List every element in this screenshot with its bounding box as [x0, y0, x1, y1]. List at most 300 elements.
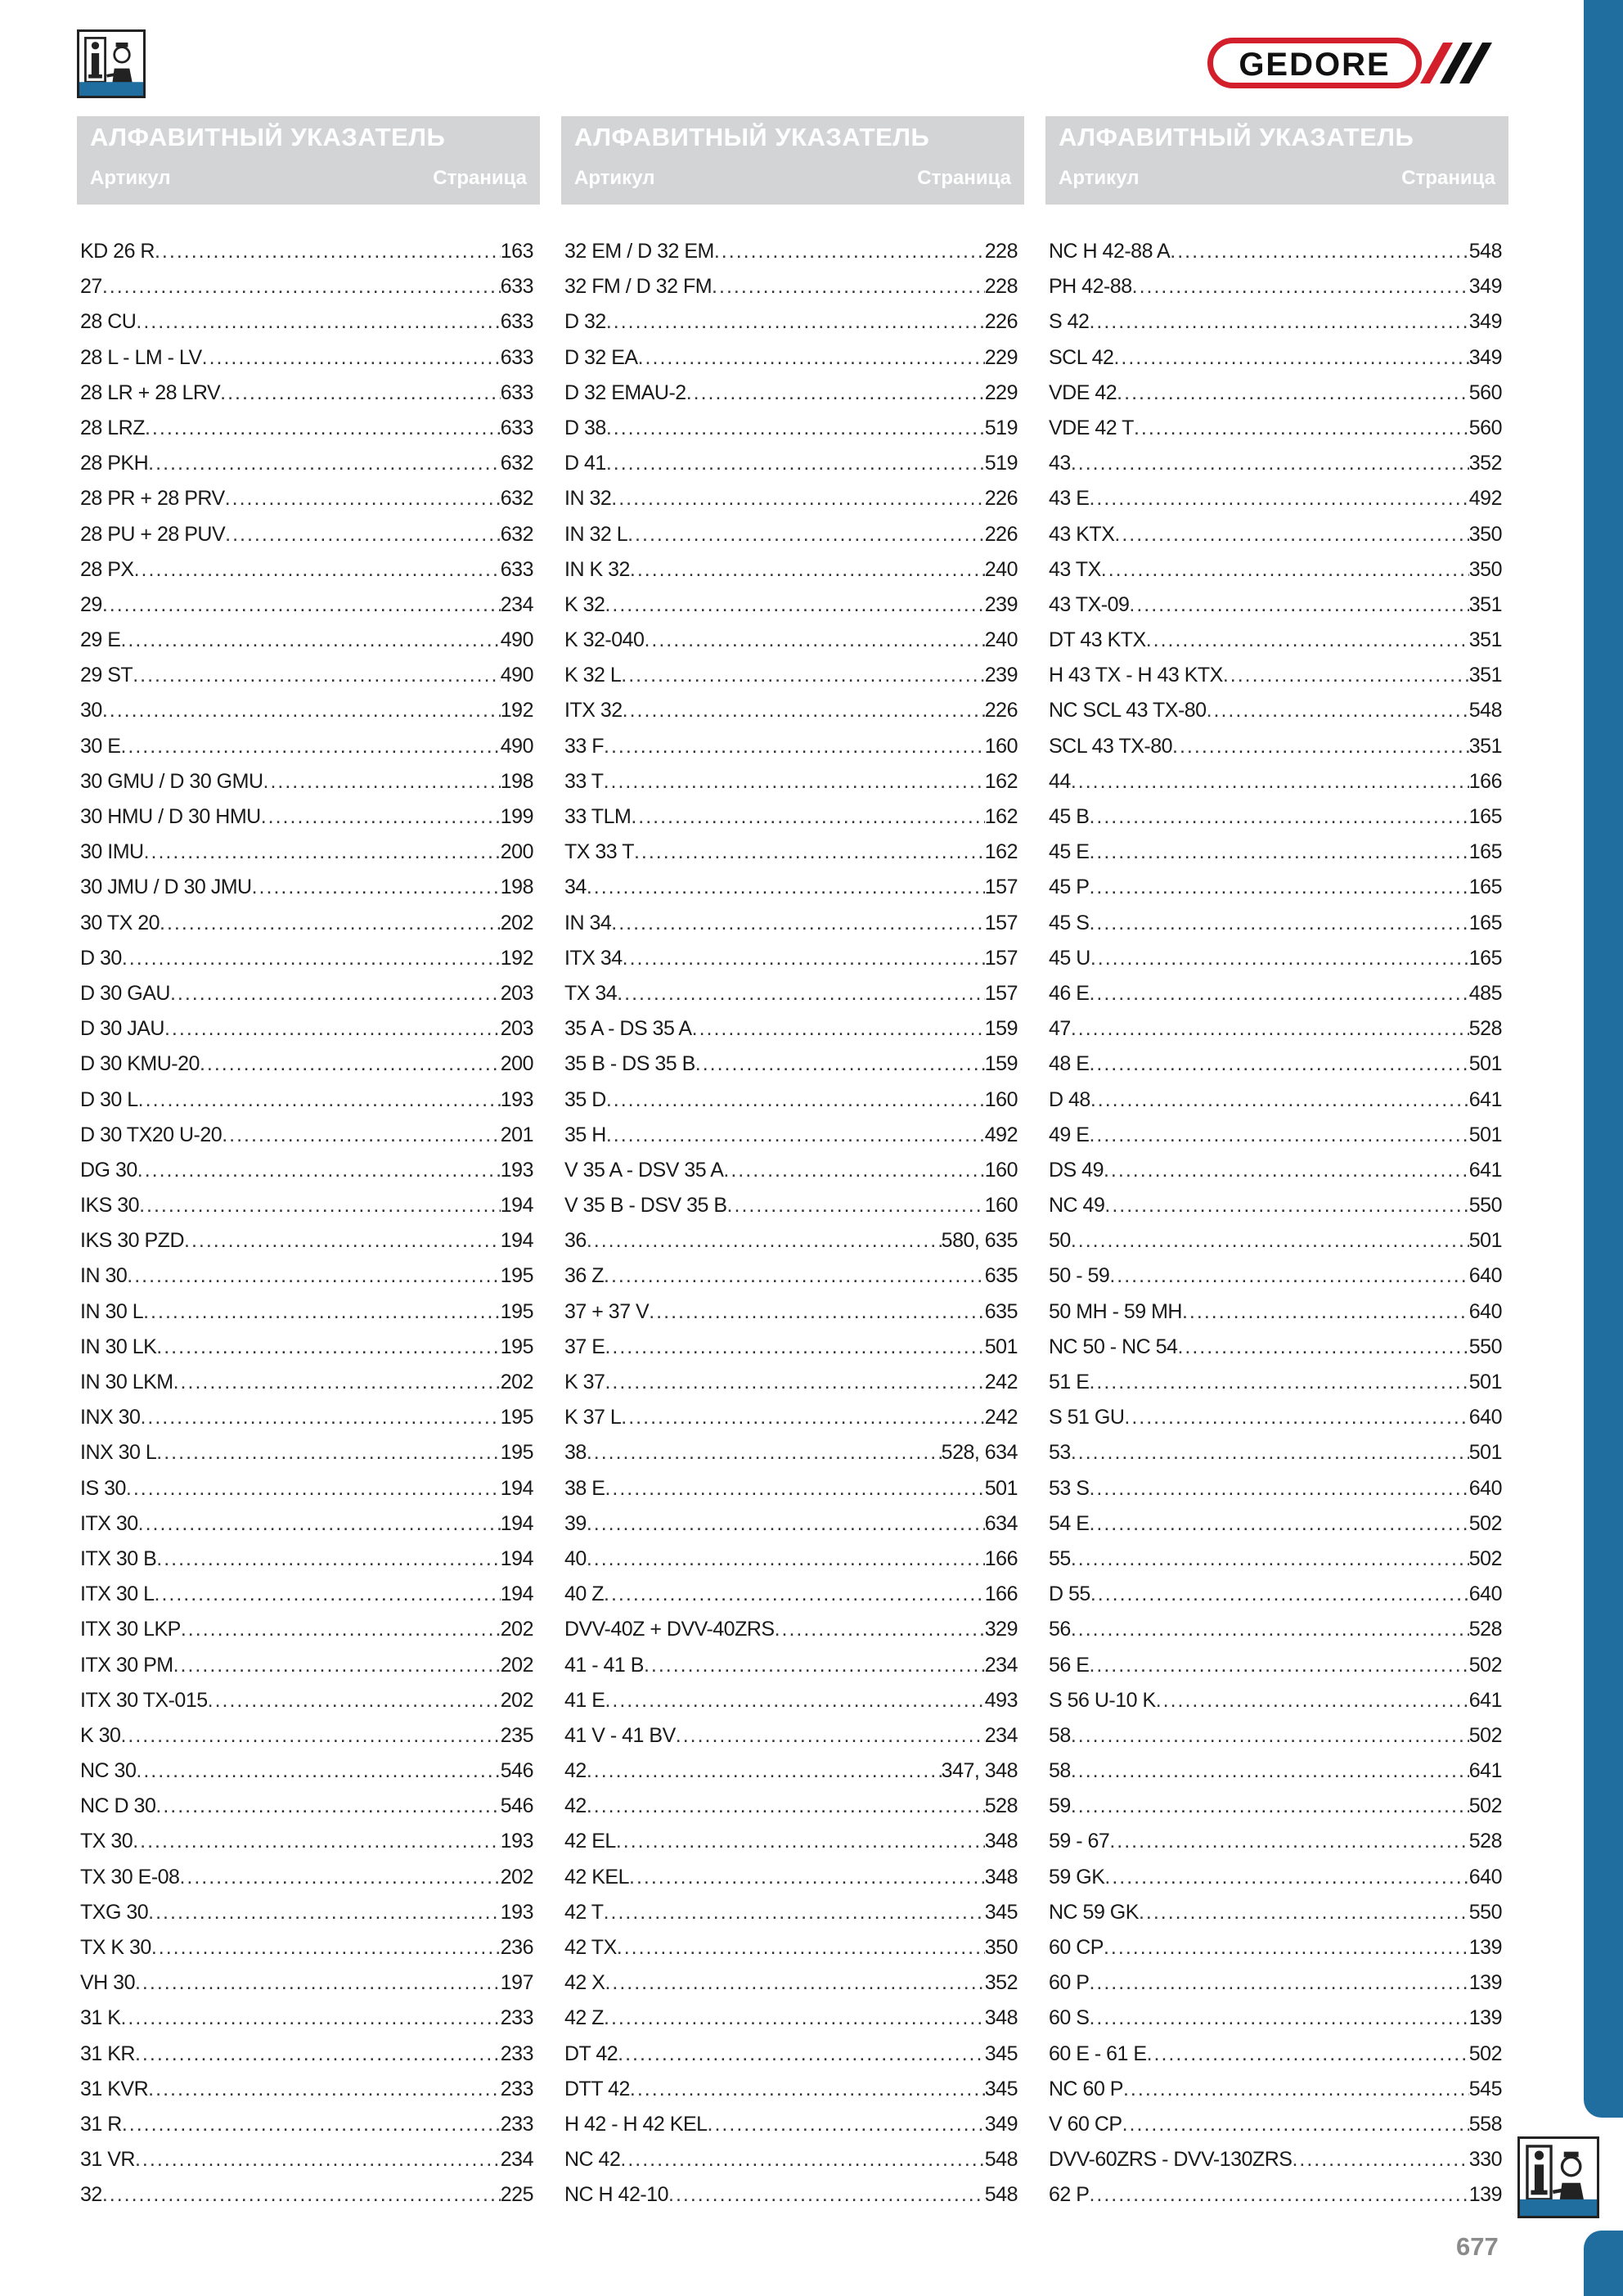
page-ref: 502 [1468, 2042, 1502, 2065]
dot-leader [668, 2177, 985, 2213]
article-code: S 42 [1049, 310, 1090, 334]
index-entry [1045, 1506, 1508, 1542]
index-entry [77, 658, 540, 693]
page-ref: 502 [1468, 1653, 1502, 1677]
article-code: ITX 30 TX-015 [80, 1688, 208, 1712]
dot-leader [604, 2001, 985, 2036]
article-code: IN 34 [564, 911, 612, 934]
page-ref: 633 [500, 380, 533, 404]
dot-leader [120, 729, 500, 764]
dot-leader [1071, 1223, 1469, 1258]
article-code: 31 K [80, 2006, 121, 2030]
article-code: 58 [1049, 1723, 1071, 1747]
article-code: 30 GMU / D 30 GMU [80, 769, 263, 793]
dot-leader [605, 1330, 984, 1365]
dot-leader [1089, 976, 1468, 1011]
index-entry [561, 1471, 1024, 1506]
dot-leader [148, 1895, 501, 1930]
dot-leader [604, 1577, 985, 1612]
side-bar [1584, 0, 1623, 2118]
article-code: 32 [80, 2183, 102, 2207]
article-code: 29 E [80, 628, 121, 652]
index-entry [1045, 2001, 1508, 2036]
index-entry [561, 269, 1024, 304]
page-ref: 352 [1468, 452, 1502, 475]
article-code: D 32 EMAU-2 [564, 380, 686, 404]
page-ref: 501 [984, 1476, 1018, 1500]
article-code: 31 KVR [80, 2077, 149, 2100]
article-code: IN 32 L [564, 522, 628, 546]
page-ref: 198 [500, 876, 533, 899]
index-entry [77, 340, 540, 376]
page-ref: 349 [1468, 345, 1502, 369]
index-entry [1045, 1895, 1508, 1930]
column-title: АЛФАВИТНЫЙ УКАЗАТЕЛЬ [574, 123, 930, 151]
index-entry [1045, 1188, 1508, 1223]
page-ref: 640 [1468, 1406, 1502, 1429]
index-entry [77, 1754, 540, 1789]
dot-leader [1101, 552, 1469, 588]
page-ref: 640 [1468, 1264, 1502, 1288]
article-code: 35 B - DS 35 B [564, 1052, 695, 1076]
page-ref: 548 [984, 2183, 1018, 2207]
dot-leader [644, 1648, 985, 1683]
index-entry [77, 1153, 540, 1188]
article-code: PH 42-88 [1049, 275, 1132, 299]
index-column-1 [77, 116, 540, 2213]
index-entry [77, 729, 540, 764]
article-code: 31 VR [80, 2148, 135, 2172]
article-code: 42 EL [564, 1830, 616, 1853]
column-header [561, 116, 1024, 205]
dot-leader [1071, 1612, 1469, 1647]
page-ref: 502 [1468, 1546, 1502, 1570]
dot-leader [611, 481, 985, 516]
dot-leader [775, 1612, 985, 1647]
article-code: 38 E [564, 1476, 605, 1500]
article-code: ITX 34 [564, 946, 623, 970]
article-code: 30 [80, 699, 102, 723]
page-ref: 165 [1468, 946, 1502, 970]
index-entry [1045, 976, 1508, 1011]
page-ref: 633 [500, 557, 533, 581]
page-ref: 200 [500, 1052, 533, 1076]
index-entry [77, 376, 540, 411]
dot-leader [127, 1258, 501, 1294]
article-code: TX 30 E-08 [80, 1865, 180, 1889]
page-ref: 139 [1468, 2006, 1502, 2030]
article-code: IN 32 [564, 487, 612, 511]
page-ref: 545 [1468, 2077, 1502, 2100]
dot-leader [184, 1223, 501, 1258]
dot-leader [1146, 623, 1469, 658]
index-entry [77, 1223, 540, 1258]
dot-leader [605, 588, 984, 623]
dot-leader [623, 693, 985, 728]
page-ref: 162 [984, 769, 1018, 793]
article-code: S 51 GU [1049, 1406, 1125, 1429]
index-entry [1045, 906, 1508, 941]
index-entry [561, 1506, 1024, 1542]
page-ref: 234 [984, 1653, 1018, 1677]
dot-leader [179, 1860, 500, 1895]
page-ref: 240 [984, 557, 1018, 581]
page-ref: 195 [500, 1406, 533, 1429]
index-entry [561, 1789, 1024, 1824]
index-entry [1045, 1011, 1508, 1047]
index-entry [1045, 799, 1508, 835]
page-ref: 501 [1468, 1123, 1502, 1146]
article-code: H 43 TX - H 43 KTX [1049, 664, 1223, 687]
article-code: 45 U [1049, 946, 1090, 970]
article-code: 56 [1049, 1618, 1071, 1641]
page-ref: 352 [984, 1971, 1018, 1995]
index-entry [1045, 2177, 1508, 2213]
dot-leader [644, 623, 984, 658]
dot-leader [1071, 764, 1469, 799]
dot-leader [1071, 446, 1469, 481]
index-entry [77, 1294, 540, 1330]
article-code: K 30 [80, 1723, 121, 1747]
dot-leader [604, 1895, 985, 1930]
dot-leader [222, 1118, 501, 1153]
article-code: 30 IMU [80, 840, 144, 864]
dot-leader [1089, 1365, 1468, 1400]
dot-leader [261, 799, 501, 835]
dot-leader [139, 1188, 501, 1223]
dot-leader [1071, 1754, 1469, 1789]
page-ref: 560 [1468, 380, 1502, 404]
page-ref: 162 [984, 840, 1018, 864]
page-ref: 159 [984, 1017, 1018, 1041]
article-code: 49 E [1049, 1123, 1090, 1146]
dot-leader [156, 1542, 501, 1577]
dot-leader [1089, 1047, 1468, 1082]
article-code: 60 E - 61 E [1049, 2042, 1147, 2065]
index-entry [1045, 1860, 1508, 1895]
dot-leader [143, 1294, 501, 1330]
page-ref: 519 [984, 416, 1018, 439]
dot-leader [263, 764, 501, 799]
index-entry [1045, 729, 1508, 764]
index-entry [1045, 588, 1508, 623]
index-entry [561, 2177, 1024, 2213]
index-entry [561, 1011, 1024, 1047]
page-ref: 193 [500, 1087, 533, 1111]
index-entry [77, 2177, 540, 2213]
index-entry [561, 2107, 1024, 2142]
dot-leader [155, 234, 501, 269]
page-ref: 560 [1468, 416, 1502, 439]
index-entry [561, 304, 1024, 340]
index-entry [1045, 1577, 1508, 1612]
dot-leader [200, 1047, 501, 1082]
article-code: 43 E [1049, 487, 1090, 511]
index-entry [561, 2072, 1024, 2107]
article-code: ITX 30 L [80, 1582, 155, 1606]
article-code: VH 30 [80, 1971, 135, 1995]
page-ref: 239 [984, 664, 1018, 687]
index-entry [561, 1083, 1024, 1118]
index-entry [77, 870, 540, 905]
page-ref: 633 [500, 310, 533, 334]
article-code: D 41 [564, 452, 606, 475]
page-ref: 550 [1468, 1335, 1502, 1358]
dot-leader [133, 1824, 501, 1859]
page-ref: 203 [500, 981, 533, 1005]
page-ref: 202 [500, 1371, 533, 1393]
column-title: АЛФАВИТНЫЙ УКАЗАТЕЛЬ [90, 123, 446, 151]
index-entry [1045, 658, 1508, 693]
dot-leader [135, 1965, 501, 2001]
index-entry [1045, 693, 1508, 728]
page-ref: 351 [1468, 628, 1502, 652]
dot-leader [604, 729, 985, 764]
page-ref: 229 [984, 380, 1018, 404]
page-ref: 640 [1468, 1865, 1502, 1889]
page-ref: 641 [1468, 1087, 1502, 1111]
page-ref: 193 [500, 1900, 533, 1924]
index-entry [1045, 1258, 1508, 1294]
index-entry [561, 1824, 1024, 1859]
dot-leader [225, 481, 501, 516]
index-entry [1045, 835, 1508, 870]
dot-leader [120, 623, 500, 658]
page-ref: 502 [1468, 1723, 1502, 1747]
dot-leader [1156, 1683, 1469, 1718]
article-code: 42 KEL [564, 1865, 630, 1889]
dot-leader [1089, 2177, 1468, 2213]
index-entry [1045, 1683, 1508, 1718]
article-code: K 32 L [564, 664, 622, 687]
index-entry [561, 552, 1024, 588]
page-ref: 633 [500, 416, 533, 439]
index-entry [561, 1718, 1024, 1754]
dot-leader [144, 835, 501, 870]
index-entry [77, 1930, 540, 1965]
dot-leader [1147, 2037, 1469, 2072]
dot-leader [140, 1400, 500, 1435]
article-code: 45 S [1049, 911, 1090, 934]
entry-list [561, 234, 1024, 2213]
page-ref: 197 [500, 1971, 533, 1995]
article-code: D 30 KMU-20 [80, 1052, 200, 1076]
index-entry [77, 2037, 540, 2072]
article-code: 28 PR + 28 PRV [80, 487, 225, 511]
page-ref: 580, 635 [941, 1229, 1018, 1253]
page-ref: 159 [984, 1052, 1018, 1076]
dot-leader [630, 552, 985, 588]
entry-list [77, 234, 540, 2213]
article-code: 28 PX [80, 557, 134, 581]
index-entry [561, 1930, 1024, 1965]
article-code: 36 [564, 1229, 587, 1253]
article-code: 29 ST [80, 664, 133, 687]
page-ref: 202 [500, 1688, 533, 1712]
page-ref: 490 [500, 664, 533, 687]
index-entry [561, 870, 1024, 905]
article-code: 40 [564, 1546, 587, 1570]
page-ref: 195 [500, 1264, 533, 1288]
index-entry [77, 234, 540, 269]
dot-leader [1109, 1824, 1468, 1859]
index-entry [561, 623, 1024, 658]
dot-leader [102, 2177, 501, 2213]
index-entry [561, 1400, 1024, 1435]
article-code: 46 E [1049, 981, 1090, 1005]
dot-leader [1132, 269, 1469, 304]
dot-leader [1182, 1294, 1469, 1330]
dot-leader [605, 1683, 984, 1718]
dot-leader [631, 799, 984, 835]
page-ref: 550 [1468, 1194, 1502, 1218]
article-code: D 30 [80, 946, 122, 970]
article-code: 42 Z [564, 2006, 605, 2030]
article-code: 43 TX [1049, 557, 1101, 581]
article-code: 43 KTX [1049, 522, 1115, 546]
dot-leader [173, 1365, 501, 1400]
article-code: K 32 [564, 592, 605, 616]
index-entry [77, 2107, 540, 2142]
page-ref: 194 [500, 1546, 533, 1570]
article-code: TX 30 [80, 1830, 133, 1853]
index-entry [561, 411, 1024, 446]
dot-leader [1089, 906, 1468, 941]
article-code: DVV-40Z + DVV-40ZRS [564, 1618, 775, 1641]
index-entry [1045, 1754, 1508, 1789]
page-ref: 165 [1468, 876, 1502, 899]
dot-leader [1089, 304, 1468, 340]
dot-leader [621, 1400, 985, 1435]
article-code: 28 LR + 28 LRV [80, 380, 221, 404]
page-ref: 351 [1468, 734, 1502, 758]
index-entry [561, 2142, 1024, 2177]
dot-leader [708, 2107, 985, 2142]
page-ref: 193 [500, 1830, 533, 1853]
index-column-3 [1045, 116, 1508, 2213]
index-entry [77, 552, 540, 588]
dot-leader [587, 1754, 942, 1789]
article-code: K 37 [564, 1371, 605, 1393]
page-ref: 348 [984, 1830, 1018, 1853]
dot-leader [1129, 588, 1468, 623]
article-code: V 35 A - DSV 35 A [564, 1158, 724, 1182]
index-entry [561, 340, 1024, 376]
index-entry [77, 1612, 540, 1647]
page-ref: 166 [984, 1546, 1018, 1570]
dot-leader [604, 764, 985, 799]
dot-leader [617, 1930, 985, 1965]
article-code: 45 B [1049, 805, 1090, 828]
dot-leader [1090, 1083, 1469, 1118]
index-entry [1045, 764, 1508, 799]
dot-leader [634, 835, 985, 870]
dot-leader [727, 1188, 985, 1223]
index-entry [77, 269, 540, 304]
page-ref: 351 [1468, 664, 1502, 687]
index-entry [77, 1542, 540, 1577]
page-ref: 490 [500, 628, 533, 652]
index-entry [77, 1895, 540, 1930]
dot-leader [164, 1011, 501, 1047]
page-ref: 226 [984, 699, 1018, 723]
index-entry [561, 1683, 1024, 1718]
index-entry [77, 1577, 540, 1612]
column-header [77, 116, 540, 205]
gedore-logo [1207, 38, 1504, 90]
index-entry [561, 1188, 1024, 1223]
index-entry [77, 1965, 540, 2001]
page-ref: 349 [1468, 310, 1502, 334]
index-entry [561, 1294, 1024, 1330]
article-code: DVV-60ZRS - DVV-130ZRS [1049, 2148, 1293, 2172]
article-code: K 37 L [564, 1406, 622, 1429]
dot-leader [638, 340, 985, 376]
index-entry [561, 1365, 1024, 1400]
article-label: Артикул [574, 167, 655, 189]
dot-leader [1071, 1789, 1469, 1824]
page-ref: 160 [984, 1158, 1018, 1182]
page-ref: 493 [984, 1688, 1018, 1712]
dot-leader [1089, 835, 1468, 870]
dot-leader [1109, 1258, 1468, 1294]
article-code: 28 PU + 28 PUV [80, 522, 226, 546]
index-entry [561, 1577, 1024, 1612]
dot-leader [136, 304, 500, 340]
logo-text: GEDORE [1239, 47, 1391, 83]
page-ref: 546 [500, 1794, 533, 1818]
article-code: DT 43 KTX [1049, 628, 1146, 652]
article-code: 31 KR [80, 2042, 135, 2065]
dot-leader [181, 1612, 501, 1647]
index-entry [77, 764, 540, 799]
index-entry [561, 835, 1024, 870]
article-code: TX 34 [564, 981, 618, 1005]
article-code: 42 T [564, 1900, 604, 1924]
page-ref: 501 [1468, 1371, 1502, 1393]
index-entry [1045, 1294, 1508, 1330]
page-number: 677 [1456, 2232, 1499, 2261]
article-code: 60 CP [1049, 1936, 1104, 1959]
article-code: 50 MH - 59 MH [1049, 1299, 1182, 1323]
article-code: 35 A - DS 35 A [564, 1017, 692, 1041]
index-entry [77, 1506, 540, 1542]
article-code: D 48 [1049, 1087, 1090, 1111]
page-ref: 349 [1468, 275, 1502, 299]
page-ref: 490 [500, 734, 533, 758]
dot-leader [1123, 2072, 1469, 2107]
index-entry [77, 1188, 540, 1223]
dot-leader [1170, 234, 1469, 269]
index-entry [77, 2142, 540, 2177]
index-entry [561, 941, 1024, 976]
index-entry [561, 693, 1024, 728]
article-code: 44 [1049, 769, 1071, 793]
article-code: IN 30 [80, 1264, 128, 1288]
index-entry [561, 2037, 1024, 2072]
page-ref: 640 [1468, 1582, 1502, 1606]
index-entry [561, 799, 1024, 835]
index-entry [1045, 1471, 1508, 1506]
dot-leader [138, 1506, 501, 1542]
page-ref: 194 [500, 1511, 533, 1535]
article-code: 53 [1049, 1441, 1071, 1465]
index-entry [561, 1895, 1024, 1930]
side-tab [1584, 2231, 1623, 2296]
article-code: 31 R [80, 2112, 122, 2136]
index-entry [77, 481, 540, 516]
index-entry [1045, 1965, 1508, 2001]
